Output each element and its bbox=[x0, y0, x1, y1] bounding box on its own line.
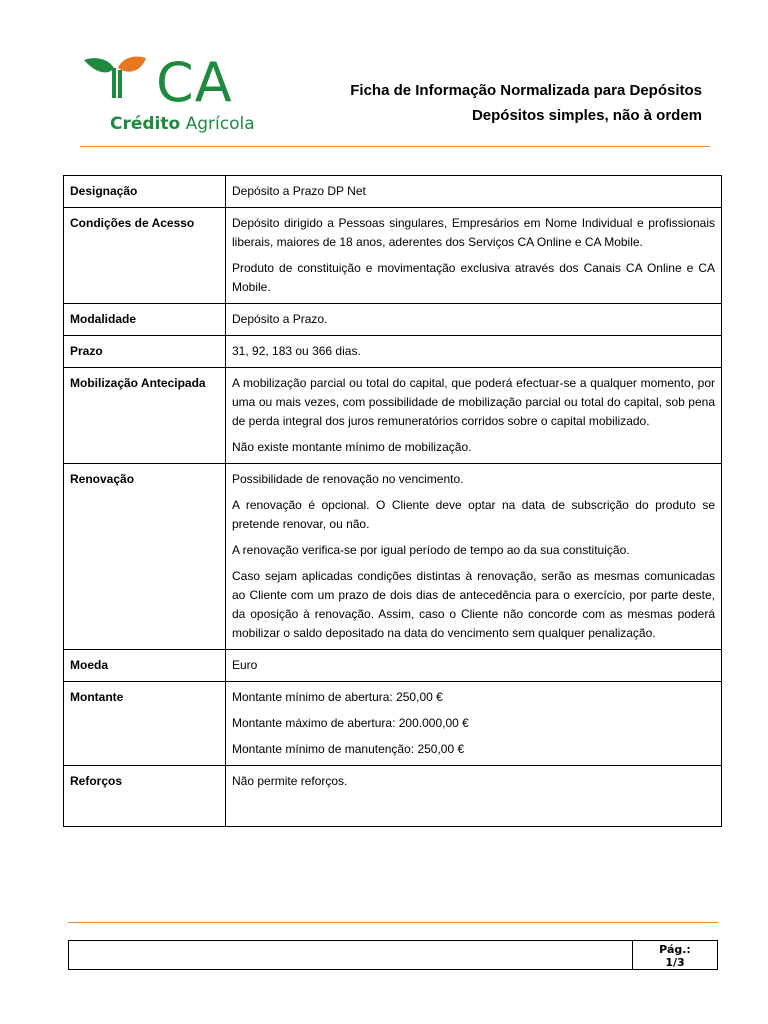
row-paragraph: Não permite reforços. bbox=[232, 774, 348, 788]
row-paragraph: Euro bbox=[232, 658, 258, 672]
table-row bbox=[64, 650, 722, 682]
table-row bbox=[64, 682, 722, 766]
row-paragraph: Produto de constituição e movimentação exclusiva através dos Canais CA Online e CA Mobile. bbox=[232, 261, 715, 294]
row-paragraph: A mobilização parcial ou total do capital, que poderá efectuar-se a qualquer momento, por uma ou mais vezes, com possibilidade de mobilização parcial ou total do capital, sob pena de perda integral dos juros remuneratórios corridos sobre o capital mobilizado. bbox=[232, 376, 715, 428]
row-paragraph: Não existe montante mínimo de mobilização. bbox=[232, 440, 472, 454]
row-paragraph: A renovação é opcional. O Cliente deve optar na data de subscrição do produto se pretende renovar, ou não. bbox=[232, 498, 715, 531]
row-value bbox=[226, 368, 722, 464]
row-paragraph: Montante mínimo de abertura: 250,00 € bbox=[232, 690, 443, 704]
leaf-logo-icon bbox=[84, 54, 154, 110]
credito-agricola-logo bbox=[84, 51, 255, 138]
row-label: Montante bbox=[64, 682, 226, 766]
row-label: Prazo bbox=[64, 336, 226, 368]
info-table-body bbox=[64, 176, 722, 827]
table-row bbox=[64, 766, 722, 827]
row-paragraph: Depósito a Prazo. bbox=[232, 312, 328, 326]
row-value bbox=[226, 304, 722, 336]
row-value bbox=[226, 336, 722, 368]
table-row bbox=[64, 464, 722, 650]
row-value bbox=[226, 176, 722, 208]
header-divider bbox=[80, 146, 710, 147]
footer-box bbox=[68, 940, 718, 970]
row-value bbox=[226, 766, 722, 827]
row-label: Reforços bbox=[64, 766, 226, 827]
row-value bbox=[226, 208, 722, 304]
row-label: Mobilização Antecipada bbox=[64, 368, 226, 464]
row-value bbox=[226, 650, 722, 682]
row-label: Renovação bbox=[64, 464, 226, 650]
page-label: Pág.: bbox=[659, 943, 691, 956]
row-label: Moeda bbox=[64, 650, 226, 682]
row-value bbox=[226, 682, 722, 766]
table-row bbox=[64, 304, 722, 336]
row-paragraph: Depósito dirigido a Pessoas singulares, Empresários em Nome Individual e profissionais liberais, maiores de 18 anos, aderentes dos Serviços CA Online e CA Mobile. bbox=[232, 216, 715, 249]
brand-name bbox=[110, 114, 255, 134]
row-paragraph: Montante máximo de abertura: 200.000,00 € bbox=[232, 716, 469, 730]
brand-name-regular: Agrícola bbox=[185, 114, 255, 134]
row-paragraph: Caso sejam aplicadas condições distintas à renovação, serão as mesmas comunicadas ao Cliente com um prazo de dois dias de antecedência para o exercício, por parte deste, da oposição à renovação. Assim, caso o Cliente não concorde com as mesmas poderá mobilizar o saldo depositado na data do vencimento sem qualquer penalização. bbox=[232, 569, 715, 640]
document-header bbox=[350, 80, 702, 130]
page-number-cell bbox=[632, 941, 717, 969]
row-label: Modalidade bbox=[64, 304, 226, 336]
brand-name-bold: Crédito bbox=[110, 114, 181, 134]
row-label: Condições de Acesso bbox=[64, 208, 226, 304]
table-row bbox=[64, 336, 722, 368]
table-row bbox=[64, 368, 722, 464]
row-paragraph: Possibilidade de renovação no vencimento. bbox=[232, 472, 464, 486]
row-value bbox=[226, 464, 722, 650]
footer-divider bbox=[68, 922, 718, 923]
table-row bbox=[64, 176, 722, 208]
page-number: 1/3 bbox=[665, 956, 685, 969]
document-subtitle: Depósitos simples, não à ordem bbox=[471, 107, 702, 124]
row-paragraph: Depósito a Prazo DP Net bbox=[232, 184, 366, 198]
row-paragraph: Montante mínimo de manutenção: 250,00 € bbox=[232, 742, 465, 756]
row-paragraph: A renovação verifica-se por igual período de tempo ao da sua constituição. bbox=[232, 543, 630, 557]
info-table bbox=[63, 175, 722, 827]
row-paragraph: 31, 92, 183 ou 366 dias. bbox=[232, 344, 361, 358]
table-row bbox=[64, 208, 722, 304]
document-title: Ficha de Informação Normalizada para Depósitos bbox=[350, 82, 702, 99]
row-label: Designação bbox=[64, 176, 226, 208]
logo-letters: CA bbox=[156, 51, 233, 114]
